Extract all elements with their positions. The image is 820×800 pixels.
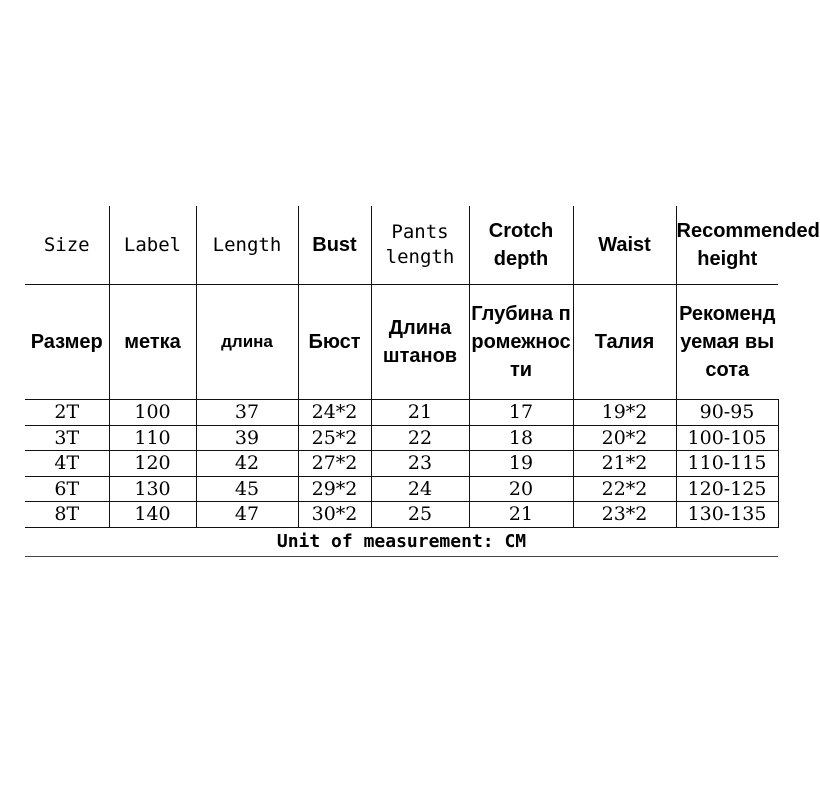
table-cell: 24*2 bbox=[298, 400, 371, 426]
table-cell: 22*2 bbox=[573, 476, 676, 502]
header-pants-length-ru: Длина штанов bbox=[371, 285, 469, 400]
table-row bbox=[25, 502, 778, 528]
table-cell: 130 bbox=[109, 476, 196, 502]
table-row bbox=[25, 476, 778, 502]
table-cell: 21 bbox=[469, 502, 573, 528]
table-cell: 100-105 bbox=[676, 425, 778, 451]
table-cell: 29*2 bbox=[298, 476, 371, 502]
header-length-ru: длина bbox=[196, 285, 298, 400]
header-length: Length bbox=[196, 206, 298, 285]
header-pants-length: Pants length bbox=[371, 206, 469, 285]
header-row-english bbox=[25, 206, 778, 285]
header-size: Size bbox=[25, 206, 109, 285]
size-chart bbox=[25, 206, 820, 557]
table-cell: 30*2 bbox=[298, 502, 371, 528]
table-cell: 100 bbox=[109, 400, 196, 426]
table-cell: 22 bbox=[371, 425, 469, 451]
table-cell: 110-115 bbox=[676, 451, 778, 477]
table-cell: 120 bbox=[109, 451, 196, 477]
table-cell: 3T bbox=[25, 425, 109, 451]
table-row bbox=[25, 451, 778, 477]
table-cell: 37 bbox=[196, 400, 298, 426]
table-cell: 20 bbox=[469, 476, 573, 502]
unit-note: Unit of measurement: CM bbox=[25, 528, 778, 557]
table-cell: 130-135 bbox=[676, 502, 778, 528]
table-cell: 18 bbox=[469, 425, 573, 451]
table-cell: 21 bbox=[371, 400, 469, 426]
table-cell: 6T bbox=[25, 476, 109, 502]
table-cell: 23 bbox=[371, 451, 469, 477]
table-cell: 24 bbox=[371, 476, 469, 502]
header-waist: Waist bbox=[573, 206, 676, 285]
header-recommended-height: Recommended height bbox=[676, 206, 778, 285]
table-cell: 47 bbox=[196, 502, 298, 528]
table-cell: 20*2 bbox=[573, 425, 676, 451]
header-bust: Bust bbox=[298, 206, 371, 285]
header-row-russian bbox=[25, 285, 778, 400]
header-label-ru: метка bbox=[109, 285, 196, 400]
table-cell: 90-95 bbox=[676, 400, 778, 426]
table-cell: 19 bbox=[469, 451, 573, 477]
table-cell: 2T bbox=[25, 400, 109, 426]
table-cell: 17 bbox=[469, 400, 573, 426]
table-cell: 19*2 bbox=[573, 400, 676, 426]
header-crotch-depth-ru: Глубина промежности bbox=[469, 285, 573, 400]
table-cell: 21*2 bbox=[573, 451, 676, 477]
size-table bbox=[25, 206, 820, 528]
header-label: Label bbox=[109, 206, 196, 285]
header-waist-ru: Талия bbox=[573, 285, 676, 400]
table-cell: 140 bbox=[109, 502, 196, 528]
table-cell: 120-125 bbox=[676, 476, 778, 502]
table-cell: 110 bbox=[109, 425, 196, 451]
table-cell: 8T bbox=[25, 502, 109, 528]
table-cell: 25 bbox=[371, 502, 469, 528]
header-bust-ru: Бюст bbox=[298, 285, 371, 400]
header-crotch-depth: Crotch depth bbox=[469, 206, 573, 285]
table-row bbox=[25, 425, 778, 451]
table-cell: 42 bbox=[196, 451, 298, 477]
header-recommended-height-ru: Рекомендуемая высота bbox=[676, 285, 778, 400]
table-cell: 25*2 bbox=[298, 425, 371, 451]
table-cell: 4T bbox=[25, 451, 109, 477]
table-cell: 23*2 bbox=[573, 502, 676, 528]
table-cell: 39 bbox=[196, 425, 298, 451]
header-size-ru: Размер bbox=[25, 285, 109, 400]
table-row bbox=[25, 400, 778, 426]
table-cell: 45 bbox=[196, 476, 298, 502]
table-cell: 27*2 bbox=[298, 451, 371, 477]
